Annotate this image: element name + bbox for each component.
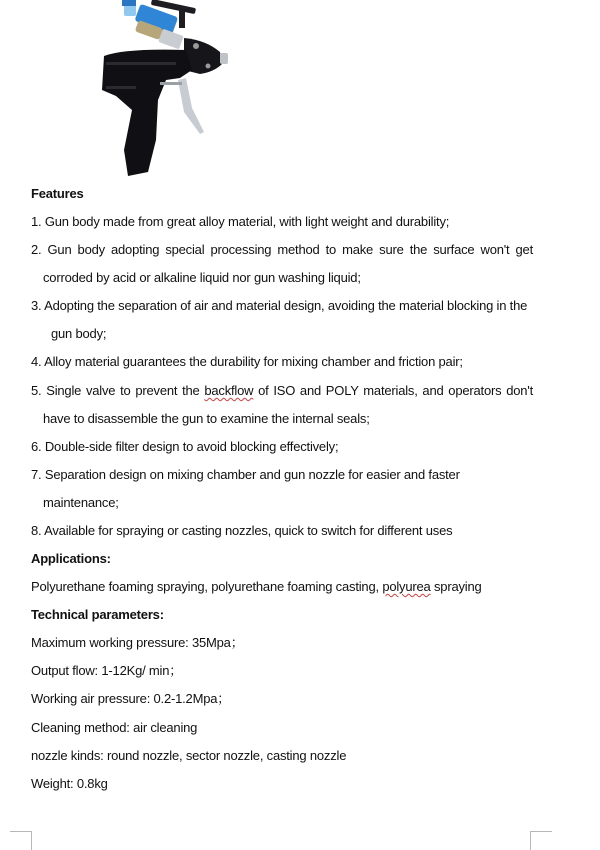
feature-item-7: 7. Separation design on mixing chamber and gun nozzle for easier and faster: [31, 467, 460, 482]
applications-part-c: spraying: [430, 579, 482, 594]
feature-item-6: 6. Double-side filter design to avoid blocking effectively;: [31, 439, 339, 454]
feature-item-7-cont: maintenance;: [43, 495, 119, 510]
feature-item-1: 1. Gun body made from great alloy material, with light weight and durability;: [31, 214, 450, 229]
spray-gun-image: [96, 0, 236, 180]
feature-item-5-part-a: 5. Single valve to prevent the: [31, 383, 205, 398]
param-max-pressure: Maximum working pressure: 35Mpa；: [31, 635, 244, 650]
param-air-pressure: Working air pressure: 0.2-1.2Mpa；: [31, 691, 231, 706]
spellcheck-word-polyurea[interactable]: polyurea: [382, 579, 431, 594]
param-weight: Weight: 0.8kg: [31, 776, 108, 791]
feature-item-4: 4. Alloy material guarantees the durability for mixing chamber and friction pair;: [31, 354, 463, 369]
applications-text: [31, 579, 482, 595]
feature-item-3: 3. Adopting the separation of air and material design, avoiding the material blocking in the: [31, 298, 528, 313]
feature-item-2: 2. Gun body adopting special processing method to make sure the surface won't get: [31, 242, 533, 257]
applications-part-a: Polyurethane foaming spraying, polyurethane foaming casting,: [31, 579, 383, 594]
spellcheck-word-backflow[interactable]: backflow: [204, 383, 254, 398]
param-cleaning-method: Cleaning method: air cleaning: [31, 720, 198, 735]
feature-item-2-cont: corroded by acid or alkaline liquid nor gun washing liquid;: [43, 270, 361, 285]
features-heading: Features: [31, 186, 84, 201]
page-margin-mark-left: [10, 831, 32, 850]
page-margin-mark-right: [530, 831, 552, 850]
feature-item-3-cont: gun body;: [51, 326, 107, 341]
applications-heading: Applications:: [31, 551, 111, 566]
feature-item-8: 8. Available for spraying or casting nozzles, quick to switch for different uses: [31, 523, 453, 538]
param-output-flow: Output flow: 1-12Kg/ min；: [31, 663, 183, 678]
feature-item-5-part-c: of ISO and POLY materials, and operators don't: [253, 383, 533, 398]
spray-gun-icon: [96, 0, 236, 180]
feature-item-5-cont: have to disassemble the gun to examine the internal seals;: [43, 411, 370, 426]
feature-item-5: [31, 383, 533, 399]
technical-heading: Technical parameters:: [31, 607, 164, 622]
param-nozzle-kinds: nozzle kinds: round nozzle, sector nozzle, casting nozzle: [31, 748, 347, 763]
